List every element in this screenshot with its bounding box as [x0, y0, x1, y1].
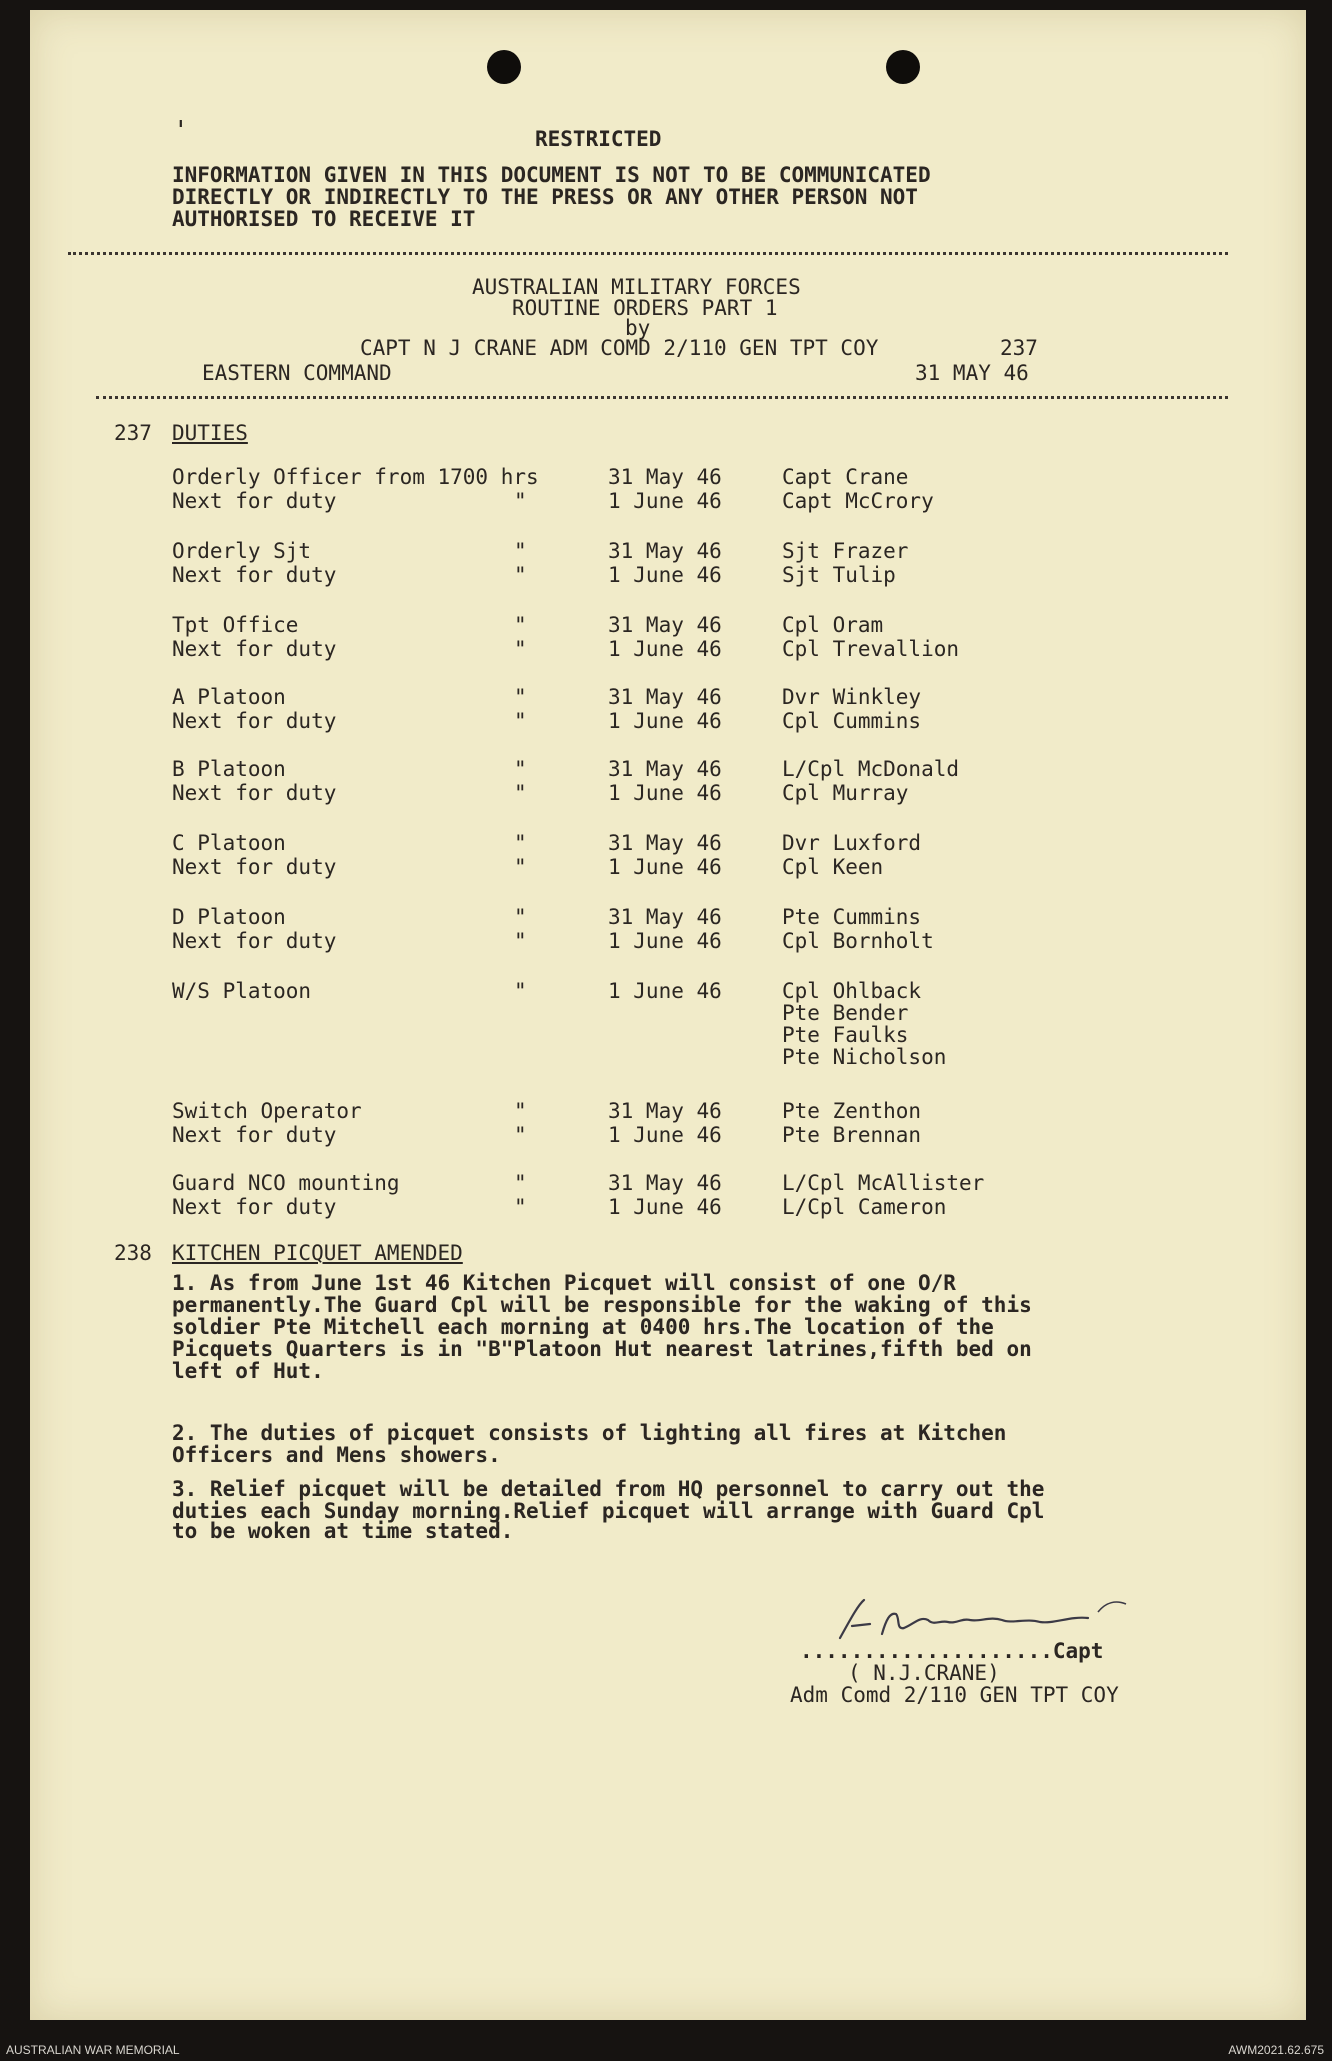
- title-line: by: [625, 316, 651, 340]
- issuer-line: CAPT N J CRANE ADM COMD 2/110 GEN TPT COY: [360, 336, 879, 360]
- duty-label: C Platoon: [172, 831, 286, 855]
- punch-hole: [886, 50, 920, 84]
- duty-person: Dvr Winkley: [782, 685, 922, 709]
- duty-label: Guard NCO mounting: [172, 1171, 400, 1195]
- ditto-mark: ": [514, 1123, 527, 1147]
- classification-label: RESTRICTED: [535, 127, 662, 151]
- ditto-mark: ": [514, 637, 527, 661]
- caveat-line: DIRECTLY OR INDIRECTLY TO THE PRESS OR ANY OTHER PERSON NOT: [172, 185, 918, 209]
- duty-date: 31 May 46: [608, 1099, 722, 1123]
- duty-label: Orderly Officer from 1700 hrs: [172, 465, 539, 489]
- command-name: EASTERN COMMAND: [202, 361, 392, 385]
- duty-person: Pte Zenthon: [782, 1099, 922, 1123]
- signatory-appointment: Adm Comd 2/110 GEN TPT COY: [790, 1683, 1119, 1707]
- duty-label: Next for duty: [172, 781, 337, 805]
- ditto-mark: ": [514, 979, 527, 1003]
- duty-date: 1 June 46: [608, 489, 722, 513]
- duty-person: L/Cpl McAllister: [782, 1171, 985, 1195]
- duty-label: Next for duty: [172, 563, 337, 587]
- ditto-mark: ": [514, 905, 527, 929]
- duty-label: Next for duty: [172, 637, 337, 661]
- section-number: 238: [114, 1241, 152, 1265]
- title-line: ROUTINE ORDERS PART 1: [512, 296, 778, 320]
- duty-label: Tpt Office: [172, 613, 299, 637]
- duty-person: Cpl Oram: [782, 613, 884, 637]
- duty-date: 31 May 46: [608, 831, 722, 855]
- duty-date: 1 June 46: [608, 855, 722, 879]
- duty-person: Pte Faulks: [782, 1023, 909, 1047]
- duty-person: Pte Nicholson: [782, 1045, 947, 1069]
- duty-label: Switch Operator: [172, 1099, 362, 1123]
- duty-date: 31 May 46: [608, 905, 722, 929]
- duty-person: Cpl Murray: [782, 781, 909, 805]
- paragraph-line: 3. Relief picquet will be detailed from HQ personnel to carry out the: [172, 1477, 1045, 1501]
- duty-label: Next for duty: [172, 489, 337, 513]
- duty-date: 1 June 46: [608, 709, 722, 733]
- paragraph-line: duties each Sunday morning.Relief picquet will arrange with Guard Cpl: [172, 1499, 1045, 1523]
- duty-date: 31 May 46: [608, 685, 722, 709]
- duty-person: Sjt Tulip: [782, 563, 896, 587]
- duty-date: 1 June 46: [608, 781, 722, 805]
- paragraph-line: 1. As from June 1st 46 Kitchen Picquet will consist of one O/R: [172, 1271, 956, 1295]
- duty-person: Capt Crane: [782, 465, 909, 489]
- duty-date: 1 June 46: [608, 979, 722, 1003]
- duty-person: L/Cpl McDonald: [782, 757, 960, 781]
- caveat-line: INFORMATION GIVEN IN THIS DOCUMENT IS NOT TO BE COMMUNICATED: [172, 163, 931, 187]
- punch-hole: [487, 50, 521, 84]
- duty-person: Cpl Bornholt: [782, 929, 934, 953]
- duty-label: B Platoon: [172, 757, 286, 781]
- footer-credit: AUSTRALIAN WAR MEMORIAL: [6, 2043, 180, 2057]
- duty-person: Cpl Keen: [782, 855, 884, 879]
- duty-person: L/Cpl Cameron: [782, 1195, 947, 1219]
- duty-label: Next for duty: [172, 709, 337, 733]
- ditto-mark: ": [514, 929, 527, 953]
- duty-label: Next for duty: [172, 1123, 337, 1147]
- paragraph-line: Picquets Quarters is in "B"Platoon Hut nearest latrines,fifth bed on: [172, 1337, 1032, 1361]
- ditto-mark: ": [514, 709, 527, 733]
- document-page: [30, 10, 1306, 2020]
- ditto-mark: ": [514, 1171, 527, 1195]
- ditto-mark: ": [514, 539, 527, 563]
- duty-person: Cpl Cummins: [782, 709, 922, 733]
- duty-person: Capt McCrory: [782, 489, 934, 513]
- ditto-mark: ": [514, 855, 527, 879]
- duty-date: 31 May 46: [608, 757, 722, 781]
- duty-date: 1 June 46: [608, 637, 722, 661]
- duty-label: D Platoon: [172, 905, 286, 929]
- duty-label: Next for duty: [172, 1195, 337, 1219]
- paragraph-line: left of Hut.: [172, 1359, 324, 1383]
- duty-date: 31 May 46: [608, 465, 722, 489]
- paragraph-line: to be woken at time stated.: [172, 1519, 514, 1543]
- duty-label: Next for duty: [172, 929, 337, 953]
- ditto-mark: ": [514, 685, 527, 709]
- ditto-mark: ": [514, 1099, 527, 1123]
- section-number: 237: [114, 421, 152, 445]
- duty-date: 1 June 46: [608, 929, 722, 953]
- duty-label: Next for duty: [172, 855, 337, 879]
- duty-date: 1 June 46: [608, 1195, 722, 1219]
- margin-mark: ': [173, 116, 189, 146]
- divider: [68, 252, 1228, 255]
- ditto-mark: ": [514, 781, 527, 805]
- signature-dots: ....................Capt: [800, 1639, 1104, 1663]
- ditto-mark: ": [514, 613, 527, 637]
- title-line: AUSTRALIAN MILITARY FORCES: [472, 275, 801, 299]
- order-number: 237: [1000, 336, 1038, 360]
- duty-person: Cpl Trevallion: [782, 637, 960, 661]
- duty-person: Cpl Ohlback: [782, 979, 922, 1003]
- section-heading: KITCHEN PICQUET AMENDED: [172, 1241, 463, 1265]
- duty-label: W/S Platoon: [172, 979, 312, 1003]
- caveat-line: AUTHORISED TO RECEIVE IT: [172, 207, 476, 231]
- duty-label: Orderly Sjt: [172, 539, 312, 563]
- duty-person: Pte Cummins: [782, 905, 922, 929]
- ditto-mark: ": [514, 1195, 527, 1219]
- order-date: 31 MAY 46: [915, 361, 1029, 385]
- divider: [96, 396, 1228, 399]
- duty-person: Pte Brennan: [782, 1123, 922, 1147]
- duty-label: A Platoon: [172, 685, 286, 709]
- footer-accession: AWM2021.62.675: [1228, 2043, 1324, 2057]
- paragraph-line: permanently.The Guard Cpl will be responsible for the waking of this: [172, 1293, 1032, 1317]
- ditto-mark: ": [514, 831, 527, 855]
- duty-person: Dvr Luxford: [782, 831, 922, 855]
- section-heading: DUTIES: [172, 421, 248, 445]
- duty-date: 1 June 46: [608, 1123, 722, 1147]
- signatory-name: ( N.J.CRANE): [848, 1661, 1000, 1685]
- duty-person: Pte Bender: [782, 1001, 909, 1025]
- ditto-mark: ": [514, 563, 527, 587]
- duty-date: 1 June 46: [608, 563, 722, 587]
- paragraph-line: 2. The duties of picquet consists of lighting all fires at Kitchen: [172, 1421, 1007, 1445]
- ditto-mark: ": [514, 757, 527, 781]
- ditto-mark: ": [514, 489, 527, 513]
- duty-date: 31 May 46: [608, 613, 722, 637]
- duty-date: 31 May 46: [608, 1171, 722, 1195]
- duty-person: Sjt Frazer: [782, 539, 909, 563]
- duty-date: 31 May 46: [608, 539, 722, 563]
- paragraph-line: Officers and Mens showers.: [172, 1443, 501, 1467]
- paragraph-line: soldier Pte Mitchell each morning at 0400 hrs.The location of the: [172, 1315, 994, 1339]
